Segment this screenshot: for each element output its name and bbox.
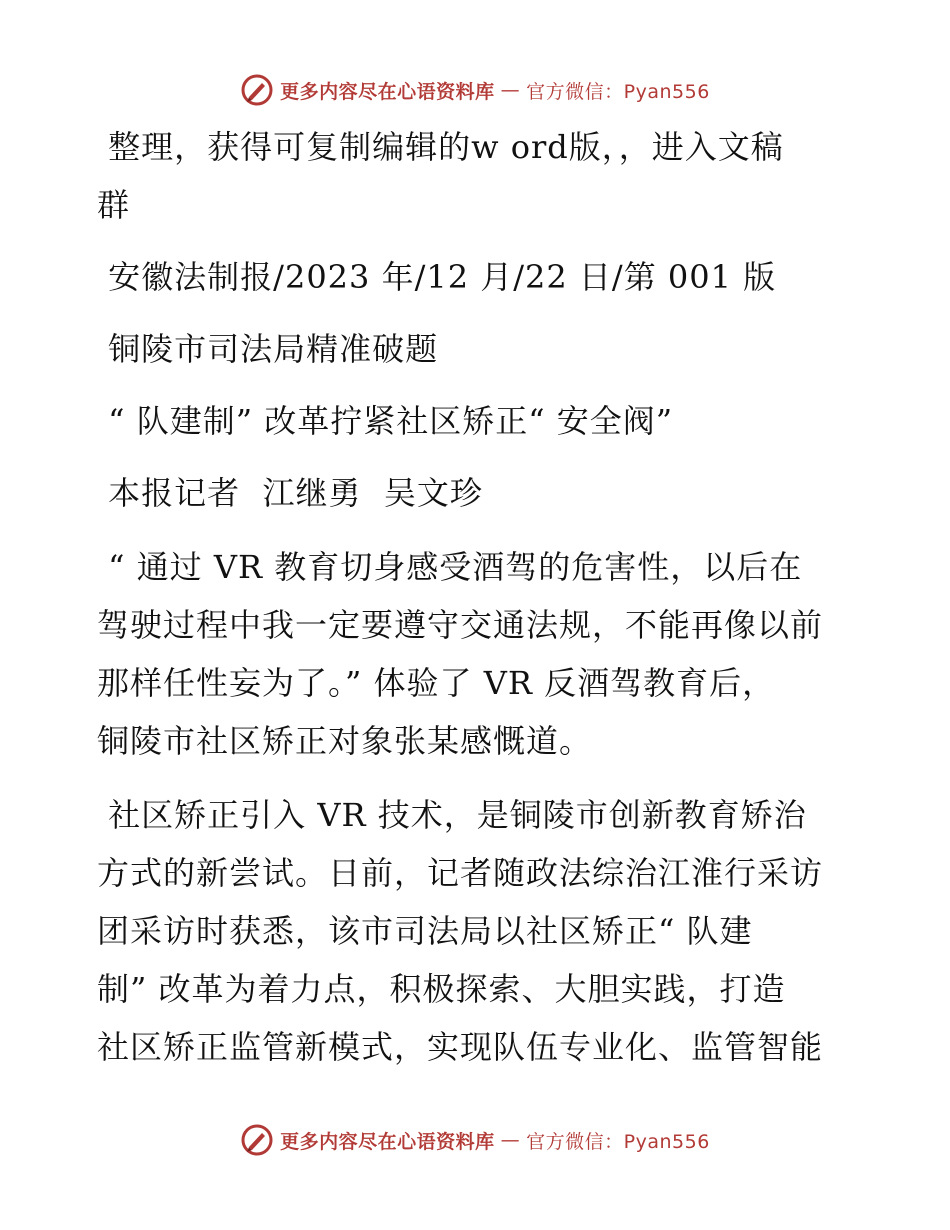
paragraph-1-line-2: 驾驶过程中我一定要遵守交通法规，不能再像以前 <box>97 606 824 644</box>
byline: 本报记者 江继勇 吴文珍 <box>97 474 483 512</box>
intro-line-2: 群 <box>97 186 131 224</box>
intro-line-1: 整理，获得可复制编辑的w ord版，，进入文稿 <box>97 128 784 166</box>
watermark-text: 更多内容尽在心语资料库 <box>280 80 495 103</box>
kicker-line: 铜陵市司法局精准破题 <box>97 330 439 368</box>
paragraph-1-line-4: 铜陵市社区矫正对象张某感慨道。 <box>97 722 593 760</box>
pen-logo-icon <box>240 73 274 107</box>
paragraph-2-line-1: 社区矫正引入 VR 技术，是铜陵市创新教育矫治 <box>97 796 807 834</box>
headline: “ 队建制” 改革拧紧社区矫正“ 安全阀” <box>97 402 674 440</box>
paragraph-1-line-3: 那样任性妄为了。” 体验了 VR 反酒驾教育后， <box>97 664 776 702</box>
watermark-text: 更多内容尽在心语资料库 <box>280 1130 495 1153</box>
paragraph-2-line-2: 方式的新尝试。日前，记者随政法综治江淮行采访 <box>97 854 824 892</box>
paragraph-1-line-1: “ 通过 VR 教育切身感受酒驾的危害性，以后在 <box>97 548 803 586</box>
watermark-footer <box>0 1120 950 1160</box>
pen-logo-icon <box>240 1123 274 1157</box>
paragraph-2-line-3: 团采访时获悉，该市司法局以社区矫正“ 队建 <box>97 912 753 950</box>
document-body <box>97 118 857 1076</box>
watermark-header <box>0 70 950 110</box>
watermark-separator: — <box>500 79 521 101</box>
watermark-account: 官方微信：Pyan556 <box>526 1130 710 1153</box>
paragraph-2-line-4: 制” 改革为着力点，积极探索、大胆实践，打造 <box>97 970 786 1008</box>
paragraph-2-line-5: 社区矫正监管新模式，实现队伍专业化、监管智能 <box>97 1028 824 1066</box>
watermark-separator: — <box>500 1129 521 1151</box>
watermark-account: 官方微信：Pyan556 <box>526 80 710 103</box>
source-line: 安徽法制报/2023 年/12 月/22 日/第 001 版 <box>97 258 777 296</box>
